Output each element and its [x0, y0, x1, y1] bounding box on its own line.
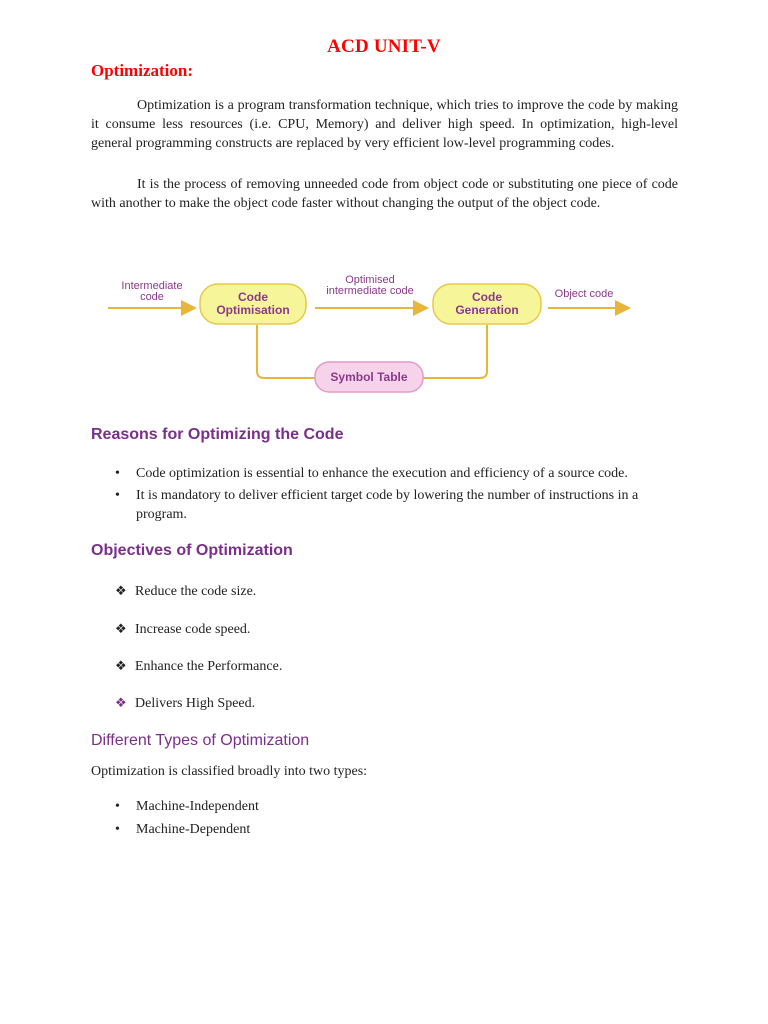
diamond-bullet-icon: ❖	[115, 583, 127, 598]
list-item: ❖ Delivers High Speed.	[115, 695, 256, 711]
connector-generation-to-symbol-table	[423, 325, 487, 378]
list-item: ❖ Reduce the code size.	[115, 583, 257, 599]
code-generation-label-line2: Generation	[455, 303, 519, 317]
reasons-list	[91, 464, 681, 527]
objectives-heading: Objectives of Optimization	[91, 542, 293, 559]
code-optimisation-label-line1: Code	[238, 290, 268, 304]
input-label-line1: Intermediate	[121, 280, 183, 292]
input-label-line2: code	[140, 291, 164, 303]
document-title: ACD UNIT-V	[327, 36, 441, 57]
reasons-heading: Reasons for Optimizing the Code	[91, 426, 344, 443]
list-item: • Machine-Dependent	[115, 822, 251, 837]
optimization-heading: Optimization:	[91, 61, 193, 80]
connector-optimisation-to-symbol-table	[257, 325, 315, 378]
list-item: • It is mandatory to deliver efficient target code by lowering the number of instructions in a program.	[115, 488, 639, 522]
list-item: ❖ Enhance the Performance.	[115, 658, 283, 674]
types-heading: Different Types of Optimization	[91, 732, 310, 749]
optimization-paragraph-1: Optimization is a program transformation technique, which tries to improve the code by making it consume less resources (i.e. CPU, Memory) and deliver high speed. In optimization, high-level general programming constructs are replaced by very efficient low-level programming codes.	[91, 98, 678, 151]
list-item: • Code optimization is essential to enhance the execution and efficiency of a source code.	[115, 466, 628, 481]
middle-label-line1: Optimised	[345, 274, 395, 286]
list-item: ❖ Increase code speed.	[115, 621, 251, 637]
output-label: Object code	[554, 288, 614, 300]
symbol-table-label: Symbol Table	[330, 370, 408, 384]
diamond-bullet-icon: ❖	[115, 695, 127, 710]
list-item: • Machine-Independent	[115, 799, 259, 814]
optimization-paragraph-2: It is the process of removing unneeded code from object code or substituting one piece of code with another to make the object code faster without changing the output of the object code.	[91, 177, 678, 211]
code-optimisation-label-line2: Optimisation	[216, 303, 290, 317]
diamond-bullet-icon: ❖	[115, 658, 127, 673]
types-intro: Optimization is classified broadly into two types:	[91, 764, 368, 779]
middle-label-line2: intermediate code	[326, 285, 414, 297]
compiler-phase-diagram	[105, 268, 645, 398]
diamond-bullet-icon: ❖	[115, 621, 127, 636]
types-list	[91, 797, 681, 843]
code-generation-label-line1: Code	[472, 290, 502, 304]
